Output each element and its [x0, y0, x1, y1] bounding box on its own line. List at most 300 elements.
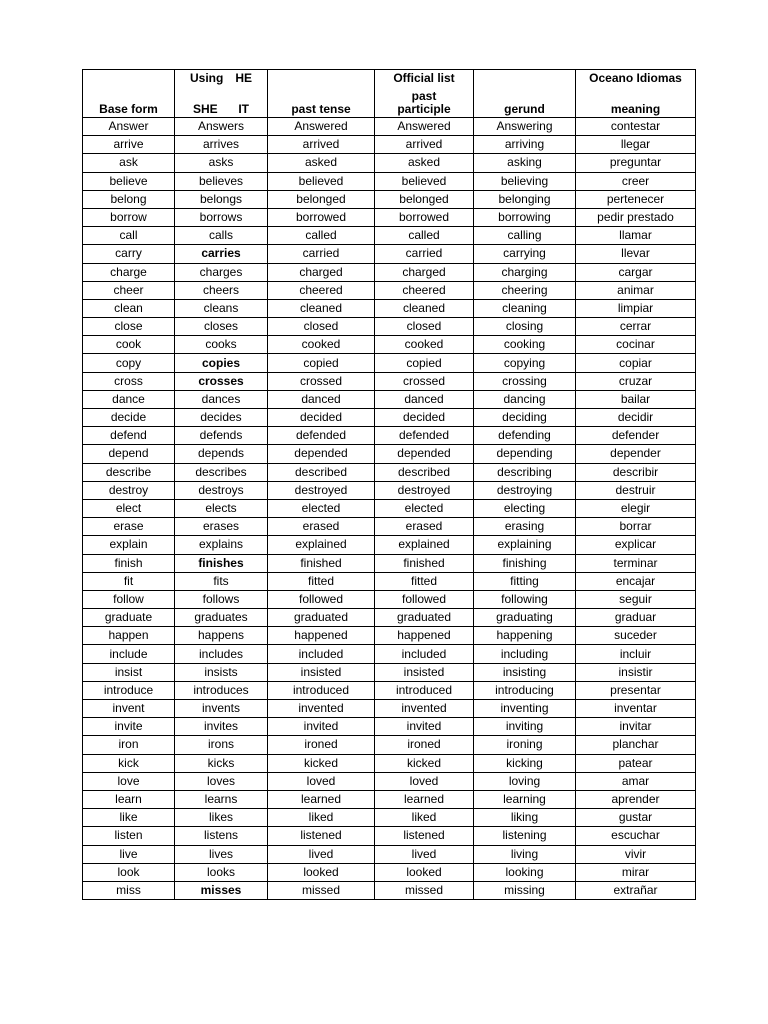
table-row [83, 827, 696, 845]
past-participle-cell: cheered [375, 281, 474, 299]
gerund-cell: cooking [474, 336, 576, 354]
past-participle-cell: included [375, 645, 474, 663]
past-tense-cell: called [268, 227, 375, 245]
gerund-cell: carrying [474, 245, 576, 263]
gerund-cell: fitting [474, 572, 576, 590]
gerund-cell: missing [474, 881, 576, 899]
table-row [83, 790, 696, 808]
base-form-cell: include [83, 645, 175, 663]
base-form-cell: believe [83, 172, 175, 190]
third-person-cell: copies [175, 354, 268, 372]
third-person-cell: irons [175, 736, 268, 754]
meaning-cell: llegar [576, 136, 696, 154]
past-participle-cell: described [375, 463, 474, 481]
third-person-cell: explains [175, 536, 268, 554]
past-tense-cell: closed [268, 318, 375, 336]
past-participle-cell: looked [375, 863, 474, 881]
gerund-cell: inventing [474, 700, 576, 718]
past-tense-cell: copied [268, 354, 375, 372]
third-person-cell: destroys [175, 481, 268, 499]
meaning-cell: invitar [576, 718, 696, 736]
gerund-cell: defending [474, 427, 576, 445]
gerund-cell: borrowing [474, 208, 576, 226]
gerund-cell: happening [474, 627, 576, 645]
meaning-cell: cargar [576, 263, 696, 281]
header-row-1 [83, 70, 696, 87]
past-participle-cell: Answered [375, 118, 474, 136]
meaning-cell: limpiar [576, 299, 696, 317]
gerund-cell: charging [474, 263, 576, 281]
base-form-cell: carry [83, 245, 175, 263]
past-participle-cell: followed [375, 590, 474, 608]
third-person-cell: finishes [175, 554, 268, 572]
header-it: IT [238, 102, 249, 116]
gerund-cell: including [474, 645, 576, 663]
past-tense-cell: invited [268, 718, 375, 736]
base-form-cell: dance [83, 390, 175, 408]
past-participle-cell: cooked [375, 336, 474, 354]
base-form-cell: call [83, 227, 175, 245]
meaning-cell: depender [576, 445, 696, 463]
meaning-cell: terminar [576, 554, 696, 572]
base-form-cell: cheer [83, 281, 175, 299]
past-tense-cell: listened [268, 827, 375, 845]
third-person-cell: misses [175, 881, 268, 899]
table-row [83, 863, 696, 881]
past-tense-cell: ironed [268, 736, 375, 754]
gerund-cell: electing [474, 499, 576, 517]
third-person-cell: decides [175, 409, 268, 427]
past-tense-cell: finished [268, 554, 375, 572]
base-form-cell: ask [83, 154, 175, 172]
gerund-cell: looking [474, 863, 576, 881]
third-person-cell: elects [175, 499, 268, 517]
base-form-cell: belong [83, 190, 175, 208]
past-tense-cell: danced [268, 390, 375, 408]
third-person-cell: crosses [175, 372, 268, 390]
third-person-cell: borrows [175, 208, 268, 226]
meaning-cell: creer [576, 172, 696, 190]
third-person-cell: dances [175, 390, 268, 408]
meaning-cell: llamar [576, 227, 696, 245]
base-form-cell: learn [83, 790, 175, 808]
past-tense-cell: decided [268, 409, 375, 427]
table-row [83, 245, 696, 263]
base-form-cell: clean [83, 299, 175, 317]
past-participle-cell: finished [375, 554, 474, 572]
third-person-cell: learns [175, 790, 268, 808]
table-row [83, 299, 696, 317]
meaning-cell: defender [576, 427, 696, 445]
past-tense-cell: carried [268, 245, 375, 263]
table-row [83, 627, 696, 645]
gerund-cell: inviting [474, 718, 576, 736]
past-participle-cell: believed [375, 172, 474, 190]
third-person-cell: graduates [175, 609, 268, 627]
past-tense-cell: erased [268, 518, 375, 536]
table-row [83, 336, 696, 354]
third-person-cell: depends [175, 445, 268, 463]
gerund-cell: calling [474, 227, 576, 245]
base-form-cell: elect [83, 499, 175, 517]
table-row [83, 227, 696, 245]
third-person-cell: arrives [175, 136, 268, 154]
meaning-cell: cocinar [576, 336, 696, 354]
gerund-cell: dancing [474, 390, 576, 408]
past-tense-cell: described [268, 463, 375, 481]
gerund-cell: crossing [474, 372, 576, 390]
header-meaning: meaning [576, 86, 696, 118]
past-participle-cell: missed [375, 881, 474, 899]
third-person-cell: believes [175, 172, 268, 190]
third-person-cell: invites [175, 718, 268, 736]
table-row [83, 572, 696, 590]
meaning-cell: aprender [576, 790, 696, 808]
meaning-cell: presentar [576, 681, 696, 699]
past-tense-cell: insisted [268, 663, 375, 681]
meaning-cell: cerrar [576, 318, 696, 336]
past-tense-cell: cooked [268, 336, 375, 354]
gerund-cell: listening [474, 827, 576, 845]
past-tense-cell: happened [268, 627, 375, 645]
meaning-cell: gustar [576, 809, 696, 827]
past-participle-cell: carried [375, 245, 474, 263]
base-form-cell: Answer [83, 118, 175, 136]
gerund-cell: loving [474, 772, 576, 790]
base-form-cell: charge [83, 263, 175, 281]
gerund-cell: believing [474, 172, 576, 190]
third-person-cell: insists [175, 663, 268, 681]
past-participle-cell: explained [375, 536, 474, 554]
past-participle-cell: insisted [375, 663, 474, 681]
base-form-cell: look [83, 863, 175, 881]
table-row [83, 118, 696, 136]
third-person-cell: likes [175, 809, 268, 827]
past-participle-cell: borrowed [375, 208, 474, 226]
base-form-cell: cross [83, 372, 175, 390]
meaning-cell: destruir [576, 481, 696, 499]
base-form-cell: live [83, 845, 175, 863]
meaning-cell: describir [576, 463, 696, 481]
past-participle-cell: graduated [375, 609, 474, 627]
past-participle-cell: called [375, 227, 474, 245]
table-row [83, 136, 696, 154]
meaning-cell: cruzar [576, 372, 696, 390]
past-tense-cell: cheered [268, 281, 375, 299]
gerund-cell: arriving [474, 136, 576, 154]
table-row [83, 409, 696, 427]
past-participle-cell: liked [375, 809, 474, 827]
meaning-cell: contestar [576, 118, 696, 136]
gerund-cell: asking [474, 154, 576, 172]
meaning-cell: encajar [576, 572, 696, 590]
table-row [83, 518, 696, 536]
base-form-cell: invent [83, 700, 175, 718]
past-tense-cell: introduced [268, 681, 375, 699]
table-row [83, 772, 696, 790]
table-row [83, 427, 696, 445]
meaning-cell: mirar [576, 863, 696, 881]
third-person-cell: asks [175, 154, 268, 172]
table-row [83, 536, 696, 554]
past-participle-cell: decided [375, 409, 474, 427]
past-participle-cell: elected [375, 499, 474, 517]
header-he: HE [235, 70, 252, 85]
base-form-cell: depend [83, 445, 175, 463]
meaning-cell: extrañar [576, 881, 696, 899]
base-form-cell: close [83, 318, 175, 336]
third-person-cell: lives [175, 845, 268, 863]
third-person-cell: kicks [175, 754, 268, 772]
base-form-cell: happen [83, 627, 175, 645]
past-participle-cell: fitted [375, 572, 474, 590]
past-participle-cell: ironed [375, 736, 474, 754]
past-participle-cell: happened [375, 627, 474, 645]
gerund-cell: closing [474, 318, 576, 336]
past-tense-cell: belonged [268, 190, 375, 208]
gerund-cell: graduating [474, 609, 576, 627]
meaning-cell: llevar [576, 245, 696, 263]
past-participle-cell: defended [375, 427, 474, 445]
base-form-cell: miss [83, 881, 175, 899]
table-row [83, 390, 696, 408]
header-participle: participle [397, 102, 451, 116]
base-form-cell: defend [83, 427, 175, 445]
table-row [83, 372, 696, 390]
past-tense-cell: elected [268, 499, 375, 517]
header-past-participle [375, 86, 474, 118]
third-person-cell: defends [175, 427, 268, 445]
third-person-cell: introduces [175, 681, 268, 699]
table-row [83, 190, 696, 208]
past-participle-cell: destroyed [375, 481, 474, 499]
table-row [83, 481, 696, 499]
header-using: Using [190, 70, 224, 85]
past-participle-cell: invented [375, 700, 474, 718]
past-participle-cell: loved [375, 772, 474, 790]
base-form-cell: listen [83, 827, 175, 845]
base-form-cell: destroy [83, 481, 175, 499]
meaning-cell: pertenecer [576, 190, 696, 208]
third-person-cell: invents [175, 700, 268, 718]
third-person-cell: loves [175, 772, 268, 790]
past-tense-cell: destroyed [268, 481, 375, 499]
past-participle-cell: closed [375, 318, 474, 336]
past-tense-cell: kicked [268, 754, 375, 772]
header-gerund: gerund [474, 86, 576, 118]
gerund-cell: introducing [474, 681, 576, 699]
past-tense-cell: invented [268, 700, 375, 718]
base-form-cell: erase [83, 518, 175, 536]
past-participle-cell: lived [375, 845, 474, 863]
past-tense-cell: defended [268, 427, 375, 445]
table-row [83, 281, 696, 299]
meaning-cell: patear [576, 754, 696, 772]
gerund-cell: liking [474, 809, 576, 827]
meaning-cell: decidir [576, 409, 696, 427]
gerund-cell: Answering [474, 118, 576, 136]
table-row [83, 263, 696, 281]
table-row [83, 463, 696, 481]
past-tense-cell: borrowed [268, 208, 375, 226]
third-person-cell: happens [175, 627, 268, 645]
table-row [83, 208, 696, 226]
gerund-cell: belonging [474, 190, 576, 208]
third-person-cell: charges [175, 263, 268, 281]
table-row [83, 172, 696, 190]
past-participle-cell: crossed [375, 372, 474, 390]
past-tense-cell: lived [268, 845, 375, 863]
meaning-cell: elegir [576, 499, 696, 517]
table-row [83, 663, 696, 681]
header-base-form: Base form [83, 86, 175, 118]
gerund-cell: copying [474, 354, 576, 372]
past-tense-cell: depended [268, 445, 375, 463]
meaning-cell: escuchar [576, 827, 696, 845]
meaning-cell: seguir [576, 590, 696, 608]
table-row [83, 681, 696, 699]
gerund-cell: destroying [474, 481, 576, 499]
past-tense-cell: cleaned [268, 299, 375, 317]
past-tense-cell: followed [268, 590, 375, 608]
past-participle-cell: copied [375, 354, 474, 372]
gerund-cell: cleaning [474, 299, 576, 317]
third-person-cell: listens [175, 827, 268, 845]
past-tense-cell: liked [268, 809, 375, 827]
meaning-cell: suceder [576, 627, 696, 645]
table-row [83, 445, 696, 463]
third-person-cell: erases [175, 518, 268, 536]
header-using-he [175, 70, 268, 87]
header-cell-empty [474, 70, 576, 87]
past-participle-cell: learned [375, 790, 474, 808]
base-form-cell: introduce [83, 681, 175, 699]
meaning-cell: copiar [576, 354, 696, 372]
header-row-2 [83, 86, 696, 118]
gerund-cell: depending [474, 445, 576, 463]
meaning-cell: pedir prestado [576, 208, 696, 226]
past-participle-cell: listened [375, 827, 474, 845]
base-form-cell: insist [83, 663, 175, 681]
third-person-cell: includes [175, 645, 268, 663]
third-person-cell: describes [175, 463, 268, 481]
past-participle-cell: danced [375, 390, 474, 408]
meaning-cell: insistir [576, 663, 696, 681]
table-row [83, 154, 696, 172]
table-row [83, 700, 696, 718]
meaning-cell: planchar [576, 736, 696, 754]
past-tense-cell: asked [268, 154, 375, 172]
past-participle-cell: kicked [375, 754, 474, 772]
third-person-cell: calls [175, 227, 268, 245]
base-form-cell: love [83, 772, 175, 790]
past-tense-cell: arrived [268, 136, 375, 154]
base-form-cell: fit [83, 572, 175, 590]
third-person-cell: follows [175, 590, 268, 608]
past-tense-cell: crossed [268, 372, 375, 390]
past-participle-cell: invited [375, 718, 474, 736]
table-row [83, 609, 696, 627]
table-row [83, 354, 696, 372]
meaning-cell: explicar [576, 536, 696, 554]
base-form-cell: finish [83, 554, 175, 572]
header-past-tense: past tense [268, 86, 375, 118]
past-participle-cell: arrived [375, 136, 474, 154]
past-participle-cell: belonged [375, 190, 474, 208]
past-participle-cell: introduced [375, 681, 474, 699]
base-form-cell: graduate [83, 609, 175, 627]
header-official-list: Official list [375, 70, 474, 87]
third-person-cell: Answers [175, 118, 268, 136]
past-tense-cell: learned [268, 790, 375, 808]
table-row [83, 554, 696, 572]
table-body [83, 70, 696, 900]
gerund-cell: describing [474, 463, 576, 481]
meaning-cell: bailar [576, 390, 696, 408]
meaning-cell: graduar [576, 609, 696, 627]
base-form-cell: describe [83, 463, 175, 481]
table-row [83, 590, 696, 608]
gerund-cell: kicking [474, 754, 576, 772]
header-past: past [411, 89, 437, 103]
third-person-cell: fits [175, 572, 268, 590]
base-form-cell: kick [83, 754, 175, 772]
past-tense-cell: Answered [268, 118, 375, 136]
third-person-cell: cheers [175, 281, 268, 299]
table-row [83, 881, 696, 899]
gerund-cell: following [474, 590, 576, 608]
header-she-it [175, 86, 268, 118]
gerund-cell: insisting [474, 663, 576, 681]
gerund-cell: explaining [474, 536, 576, 554]
base-form-cell: invite [83, 718, 175, 736]
header-she: SHE [193, 102, 218, 116]
past-tense-cell: fitted [268, 572, 375, 590]
past-tense-cell: loved [268, 772, 375, 790]
past-participle-cell: cleaned [375, 299, 474, 317]
header-cell-empty [268, 70, 375, 87]
base-form-cell: like [83, 809, 175, 827]
table-row [83, 754, 696, 772]
third-person-cell: cooks [175, 336, 268, 354]
header-cell-empty [83, 70, 175, 87]
table-row [83, 736, 696, 754]
verb-table [82, 69, 696, 900]
meaning-cell: animar [576, 281, 696, 299]
past-tense-cell: looked [268, 863, 375, 881]
gerund-cell: living [474, 845, 576, 863]
meaning-cell: inventar [576, 700, 696, 718]
meaning-cell: borrar [576, 518, 696, 536]
gerund-cell: learning [474, 790, 576, 808]
meaning-cell: incluir [576, 645, 696, 663]
table-row [83, 718, 696, 736]
third-person-cell: belongs [175, 190, 268, 208]
header-oceano-idiomas: Oceano Idiomas [576, 70, 696, 87]
third-person-cell: cleans [175, 299, 268, 317]
meaning-cell: vivir [576, 845, 696, 863]
gerund-cell: finishing [474, 554, 576, 572]
base-form-cell: follow [83, 590, 175, 608]
base-form-cell: explain [83, 536, 175, 554]
base-form-cell: arrive [83, 136, 175, 154]
base-form-cell: cook [83, 336, 175, 354]
meaning-cell: preguntar [576, 154, 696, 172]
past-participle-cell: asked [375, 154, 474, 172]
past-tense-cell: included [268, 645, 375, 663]
table-row [83, 809, 696, 827]
past-participle-cell: depended [375, 445, 474, 463]
